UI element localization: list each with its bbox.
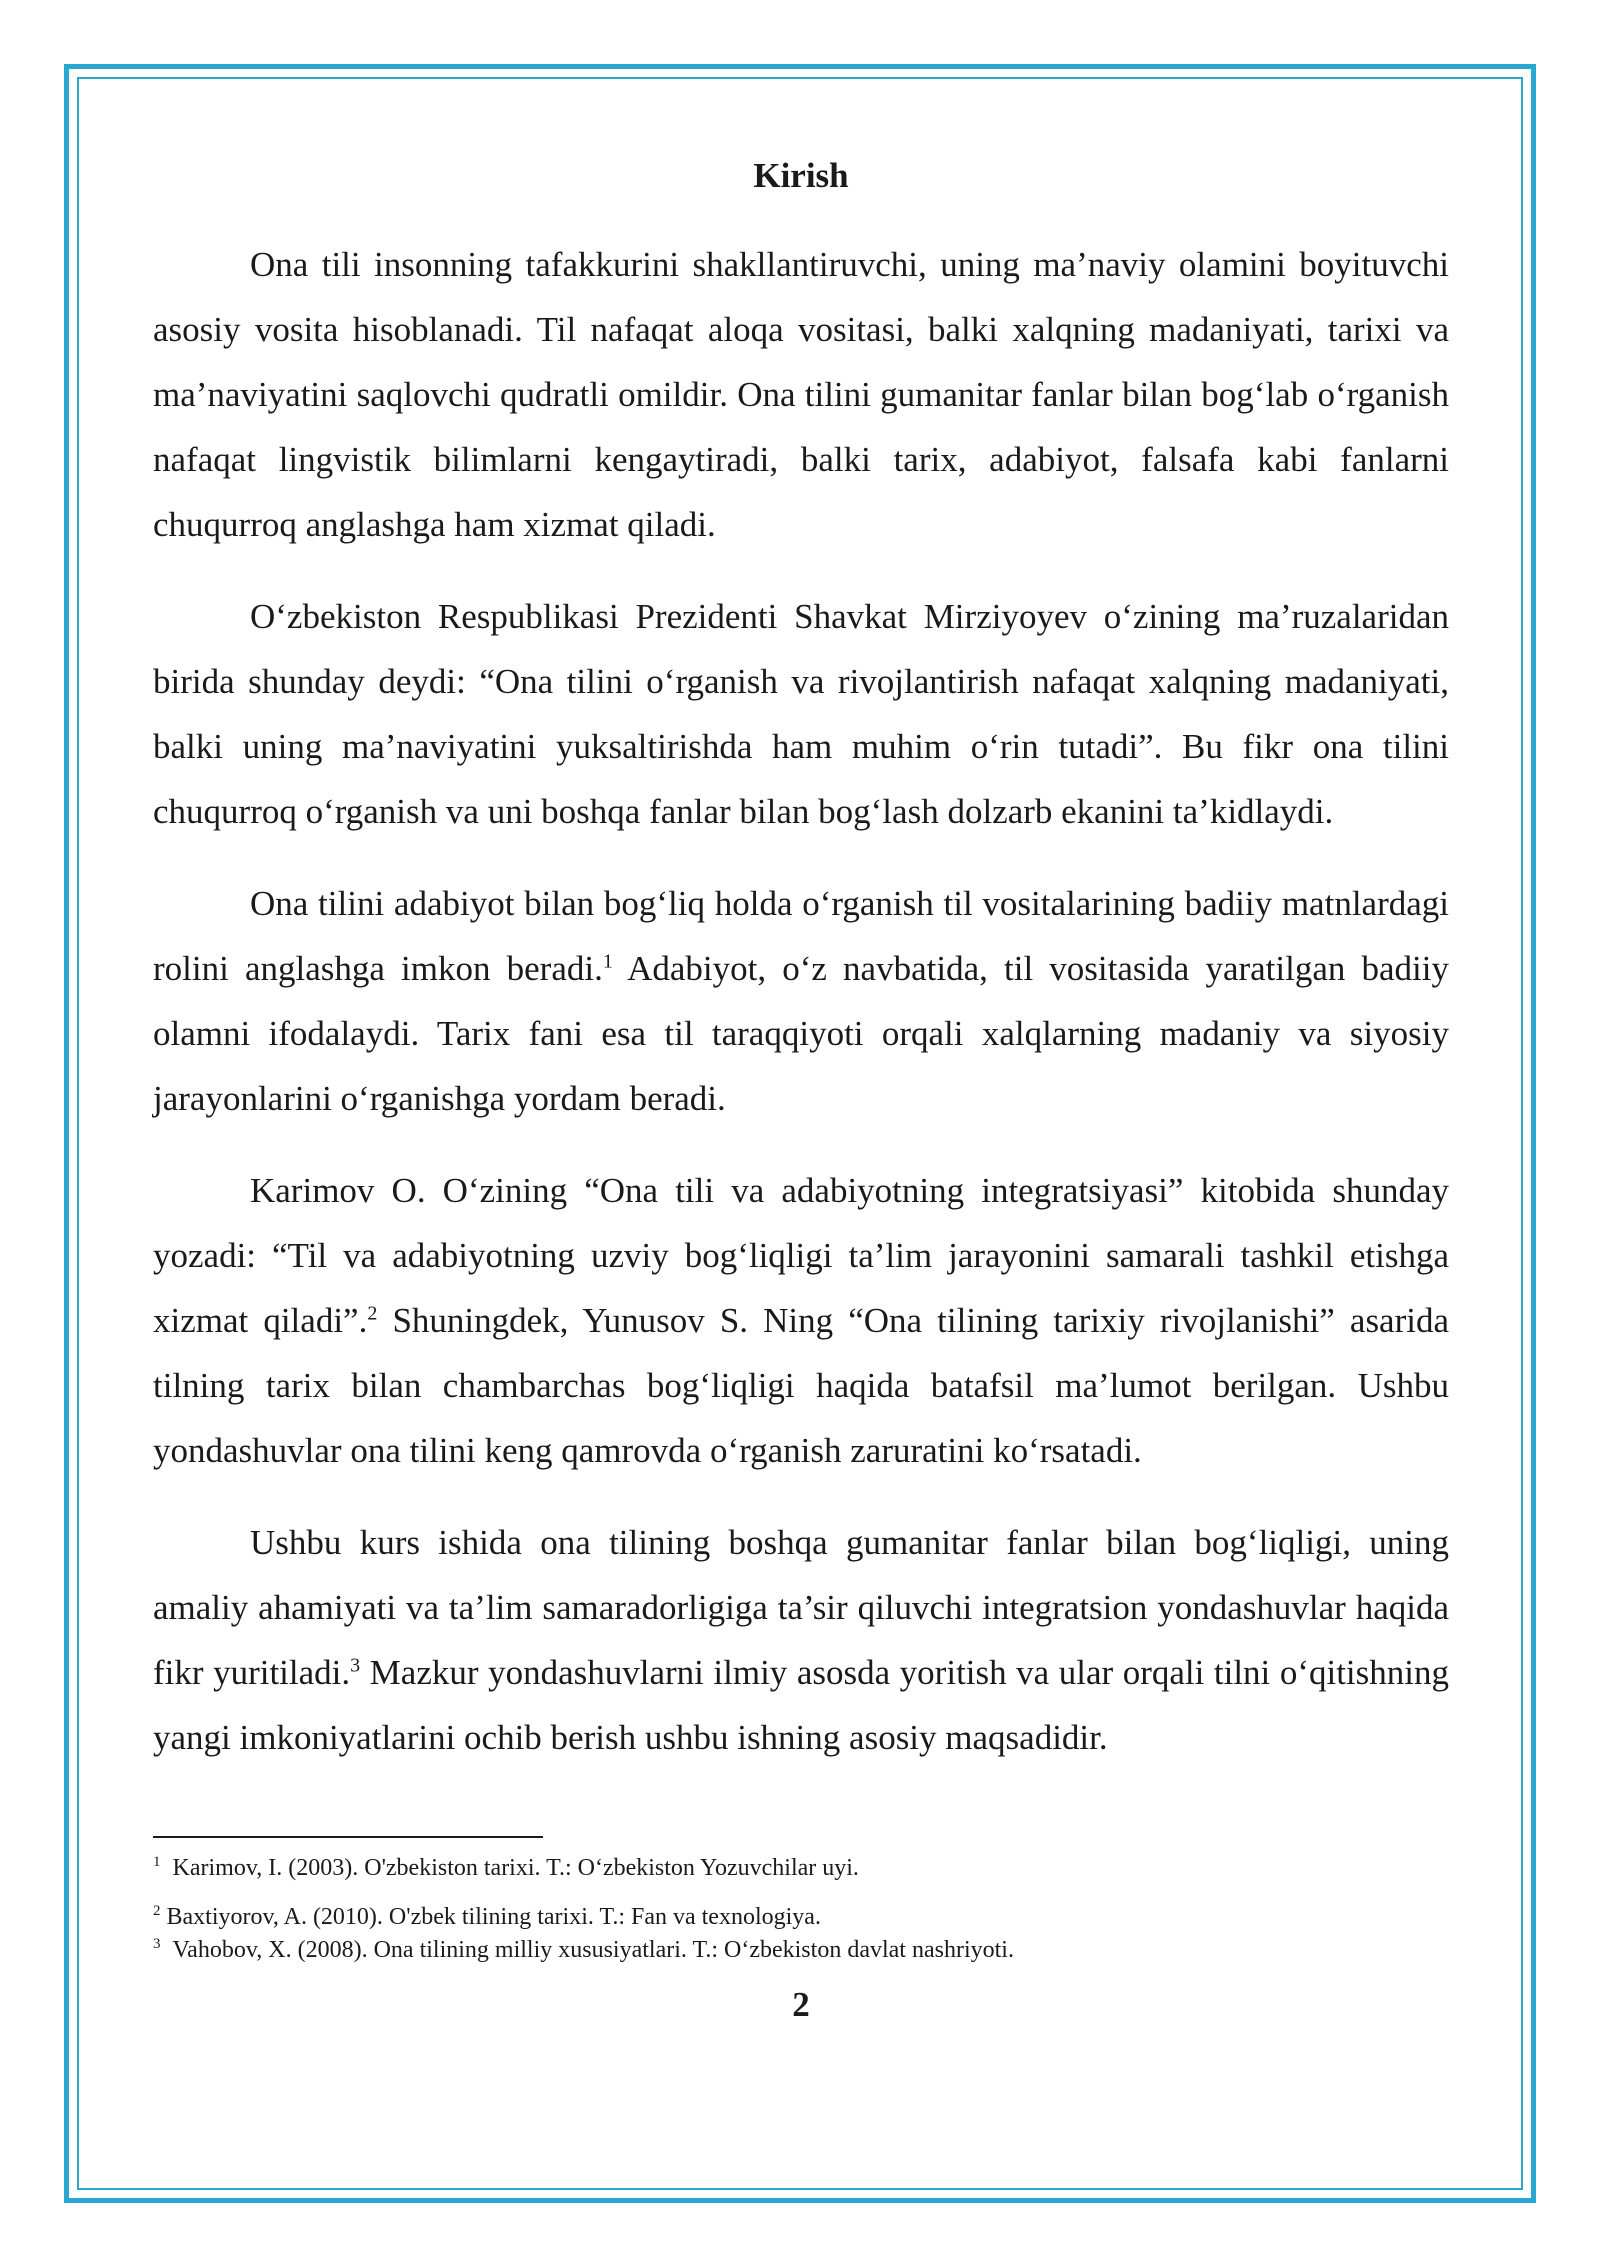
- footnote-2-text: Baxtiyorov, A. (2010). O'zbek tilining tarixi. T.: Fan va texnologiya.: [166, 1904, 821, 1930]
- footnote-3: [153, 1934, 1449, 1967]
- paragraph-3-text-b: Adabiyot, o‘z navbatida, til vositasida yaratilgan badiiy olamni ifodalaydi. Tarix fani esa til taraqqiyoti orqali xalqlarning madaniy va siyosiy jarayonlarini o‘rganishga yordam beradi.: [153, 949, 1449, 1118]
- paragraph-4-text-b: Shuningdek, Yunusov S. Ning “Ona tilining tarixiy rivojlanishi” asarida tilning tarix bilan chambarchas bog‘liqligi haqida batafsil ma’lumot berilgan. Ushbu yondashuvlar ona tilini keng qamrovda o‘rganish zaruratini ko‘rsatadi.: [153, 1301, 1450, 1470]
- paragraph-1: [153, 232, 1449, 557]
- paragraph-5-text-a: Ushbu kurs ishida ona tilining boshqa gumanitar fanlar bilan bog‘liqligi, uning amaliy ahamiyati va ta’lim samaradorligiga ta’sir qiluvchi integratsion yondashuvlar haqida fikr yuritiladi.: [153, 1523, 1449, 1692]
- paragraph-4: [153, 1158, 1449, 1483]
- page-number: 2: [792, 1985, 810, 2024]
- paragraph-3: [153, 871, 1449, 1131]
- paragraph-2: [153, 584, 1449, 844]
- footnote-1: [153, 1852, 1449, 1885]
- footnote-2-number: 2: [153, 1903, 161, 1919]
- footnote-ref-3[interactable]: 3: [350, 1654, 361, 1677]
- section-title: Kirish: [753, 156, 849, 195]
- paragraph-4-text-a: Karimov O. O‘zining “Ona tili va adabiyotning integratsiyasi” kitobida shunday yozadi: “Til va adabiyotning uzviy bog‘liqligi ta’lim jarayonini samarali tashkil etishga xizmat qiladi”.: [153, 1171, 1449, 1340]
- footnote-3-number: 3: [153, 1936, 161, 1952]
- paragraph-3-text-a: Ona tilini adabiyot bilan bog‘liq holda o‘rganish til vositalarining badiiy matnlardagi rolini anglashga imkon beradi.: [153, 884, 1449, 988]
- footnote-ref-1[interactable]: 1: [602, 950, 613, 973]
- footnote-1-number: 1: [153, 1854, 161, 1870]
- paragraph-2-text: O‘zbekiston Respublikasi Prezidenti Shavkat Mirziyoyev o‘zining ma’ruzalaridan birida shunday deydi: “Ona tilini o‘rganish va rivojlantirish nafaqat xalqning madaniyati, balki uning ma’naviyatini yuksaltirishda ham muhim o‘rin tutadi”. Bu fikr ona tilini chuqurroq o‘rganish va uni boshqa fanlar bilan bog‘lash dolzarb ekanini ta’kidlaydi.: [153, 597, 1449, 831]
- footnote-separator: [153, 1836, 543, 1838]
- document-body: [153, 140, 1449, 2027]
- paragraph-5: [153, 1510, 1449, 1770]
- paragraph-5-text-b: Mazkur yondashuvlarni ilmiy asosda yoritish va ular orqali tilni o‘qitishning yangi imkoniyatlarini ochib berish ushbu ishning asosiy maqsadidir.: [153, 1653, 1449, 1757]
- paragraph-1-text: Ona tili insonning tafakkurini shakllantiruvchi, uning ma’naviy olamini boyituvchi asosiy vosita hisoblanadi. Til nafaqat aloqa vositasi, balki xalqning madaniyati, tarixi va ma’naviyatini saqlovchi qudratli omildir. Ona tilini gumanitar fanlar bilan bog‘lab o‘rganish nafaqat lingvistik bilimlarni kengaytiradi, balki tarix, adabiyot, falsafa kabi fanlarni chuqurroq anglashga ham xizmat qiladi.: [153, 245, 1449, 544]
- footnote-3-text: Vahobov, X. (2008). Ona tilining milliy xususiyatlari. T.: O‘zbekiston davlat nashriyoti.: [172, 1937, 1014, 1963]
- footnote-ref-2[interactable]: 2: [367, 1302, 378, 1325]
- footnote-1-text: Karimov, I. (2003). O'zbekiston tarixi. T.: O‘zbekiston Yozuvchilar uyi.: [172, 1855, 859, 1881]
- footnote-2: [153, 1901, 1449, 1934]
